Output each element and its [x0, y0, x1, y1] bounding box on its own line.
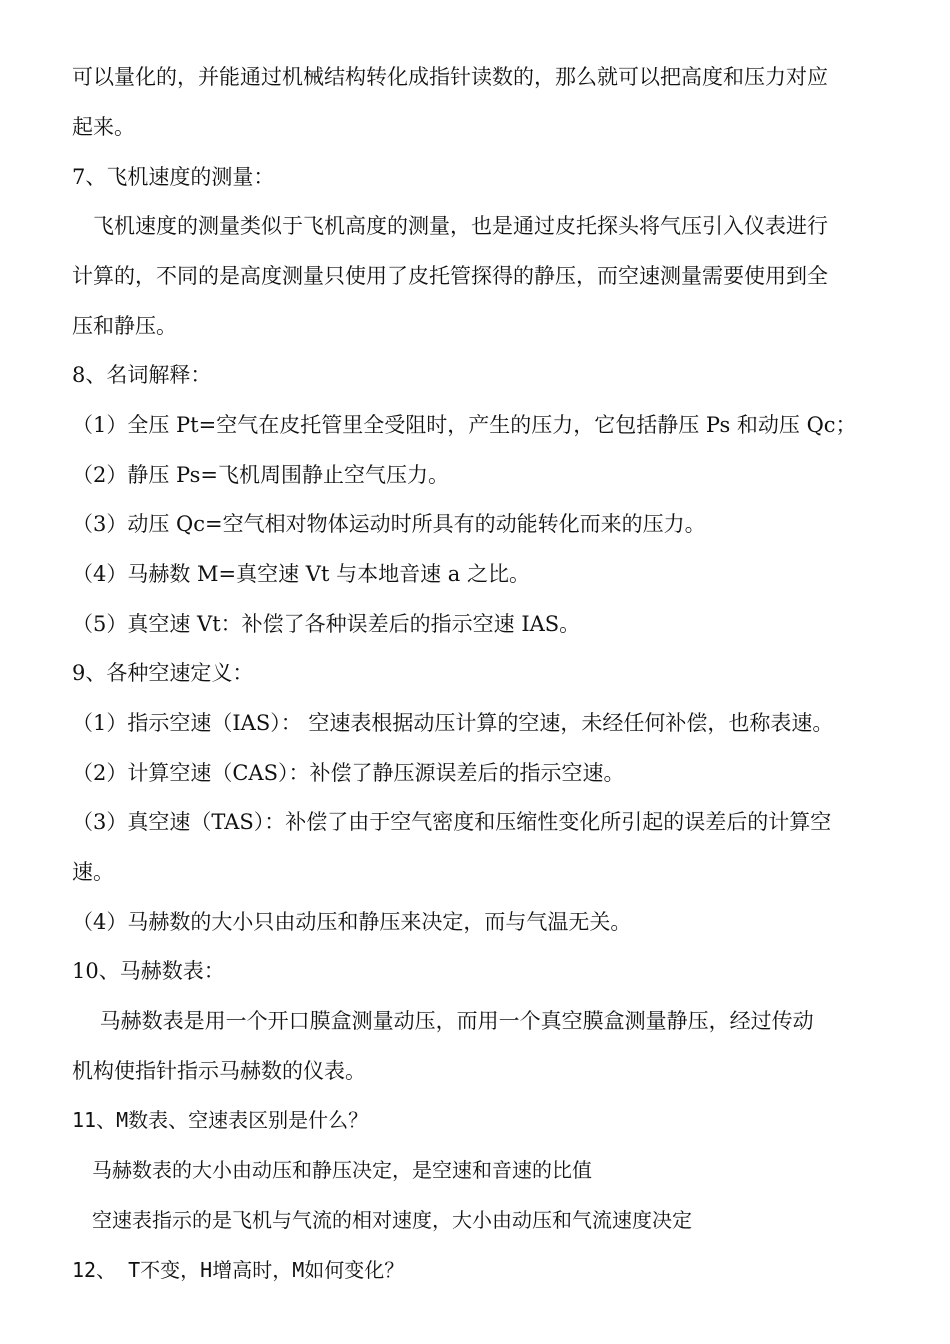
section-heading-12: 12、 T不变，H增高时，M如何变化？	[72, 1258, 405, 1282]
definition-item-4: （4）马赫数 M=真空速 Vt 与本地音速 a 之比。	[72, 562, 530, 586]
airspeed-item-4: （4）马赫数的大小只由动压和静压来决定，而与气温无关。	[72, 910, 632, 934]
section-heading-8: 8、名词解释：	[72, 363, 212, 387]
section-heading-7: 7、飞机速度的测量：	[72, 165, 275, 189]
section-heading-10: 10、马赫数表：	[72, 959, 225, 983]
paragraph-line-6: 压和静压。	[72, 314, 177, 338]
paragraph-line-21: 机构使指针指示马赫数的仪表。	[72, 1059, 366, 1083]
definition-item-1: （1）全压 Pt=空气在皮托管里全受阻时，产生的压力，它包括静压 Ps 和动压 Qc；	[72, 413, 857, 437]
section-heading-11: 11、M数表、空速表区别是什么？	[72, 1108, 369, 1132]
paragraph-line-1: 可以量化的，并能通过机械结构转化成指针读数的，那么就可以把高度和压力对应	[72, 65, 828, 89]
airspeed-item-1: （1）指示空速（IAS）： 空速表根据动压计算的空速，未经任何补偿，也称表速。	[72, 711, 834, 735]
paragraph-line-2: 起来。	[72, 115, 135, 139]
definition-item-5: （5）真空速 Vt：补偿了各种误差后的指示空速 IAS。	[72, 612, 581, 636]
airspeed-item-2: （2）计算空速（CAS）：补偿了静压源误差后的指示空速。	[72, 761, 625, 785]
paragraph-line-20: 马赫数表是用一个开口膜盒测量动压，而用一个真空膜盒测量静压，经过传动	[72, 1009, 814, 1033]
paragraph-line-23: 马赫数表的大小由动压和静压决定，是空速和音速的比值	[72, 1158, 592, 1182]
paragraph-line-4: 飞机速度的测量类似于飞机高度的测量，也是通过皮托探头将气压引入仪表进行	[72, 214, 828, 238]
airspeed-item-3-cont: 速。	[72, 860, 114, 884]
section-heading-9: 9、各种空速定义：	[72, 661, 254, 685]
paragraph-line-5: 计算的，不同的是高度测量只使用了皮托管探得的静压，而空速测量需要使用到全	[72, 264, 828, 288]
definition-item-2: （2）静压 Ps=飞机周围静止空气压力。	[72, 463, 449, 487]
airspeed-item-3: （3）真空速（TAS）：补偿了由于空气密度和压缩性变化所引起的误差后的计算空	[72, 810, 832, 834]
paragraph-line-24: 空速表指示的是飞机与气流的相对速度，大小由动压和气流速度决定	[72, 1208, 692, 1232]
definition-item-3: （3）动压 Qc=空气相对物体运动时所具有的动能转化而来的压力。	[72, 512, 706, 536]
